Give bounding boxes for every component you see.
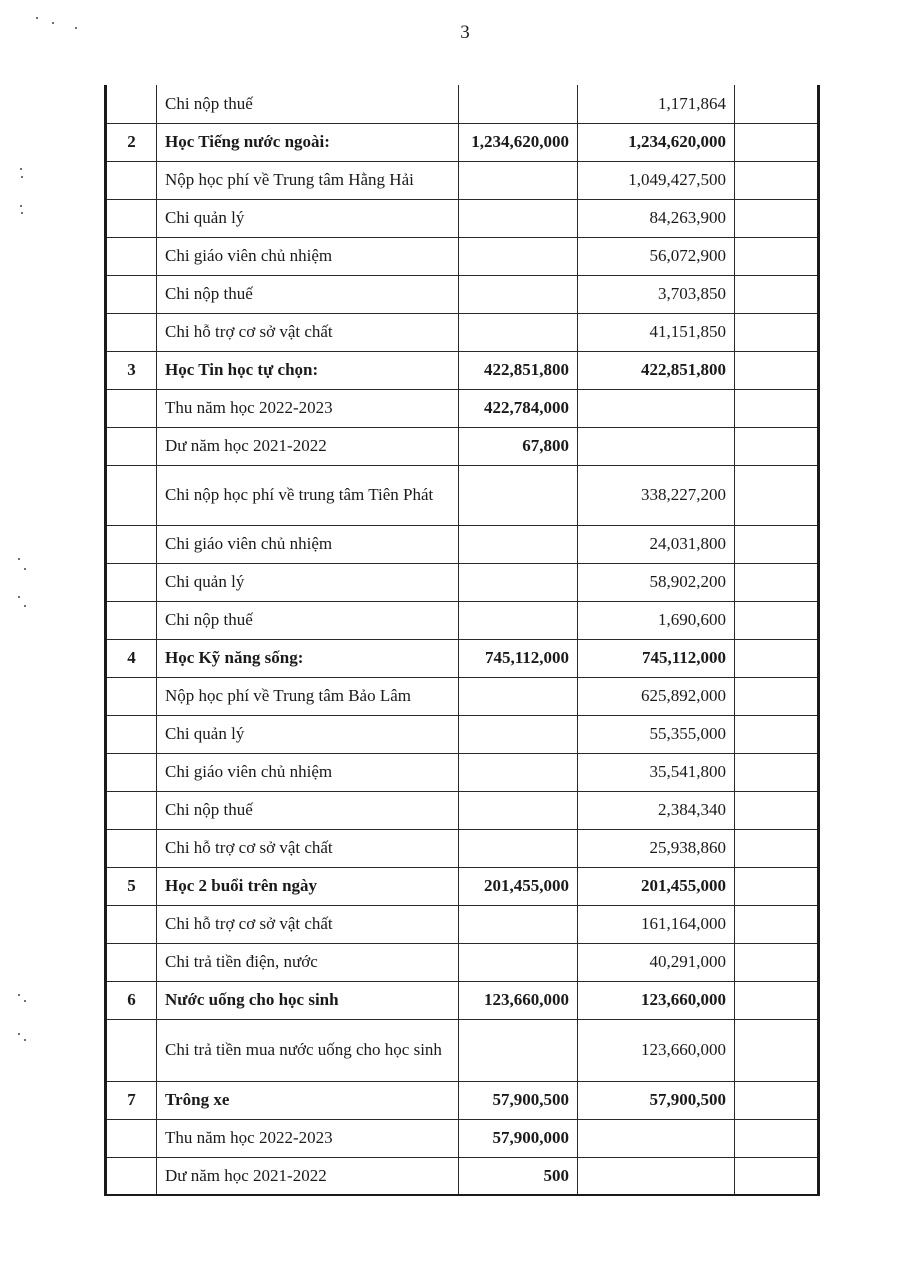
row-income: 422,851,800	[459, 351, 578, 389]
row-expense: 57,900,500	[578, 1081, 735, 1119]
row-expense: 24,031,800	[578, 525, 735, 563]
scan-speck	[21, 212, 23, 214]
table-row	[106, 275, 819, 313]
row-index	[106, 237, 157, 275]
row-income	[459, 715, 578, 753]
row-income: 500	[459, 1157, 578, 1195]
row-expense: 35,541,800	[578, 753, 735, 791]
row-note	[735, 791, 819, 829]
row-note	[735, 715, 819, 753]
row-index	[106, 563, 157, 601]
table-row	[106, 639, 819, 677]
table-row	[106, 753, 819, 791]
row-label: Chi quản lý	[157, 715, 459, 753]
row-expense: 1,690,600	[578, 601, 735, 639]
row-label: Nước uống cho học sinh	[157, 981, 459, 1019]
row-index	[106, 161, 157, 199]
row-expense: 1,234,620,000	[578, 123, 735, 161]
row-index	[106, 943, 157, 981]
table-row	[106, 1157, 819, 1195]
row-expense: 1,171,864	[578, 85, 735, 123]
row-label: Chi quản lý	[157, 199, 459, 237]
row-expense: 56,072,900	[578, 237, 735, 275]
row-index	[106, 85, 157, 123]
row-note	[735, 1019, 819, 1081]
table-row	[106, 867, 819, 905]
scan-speck	[18, 1033, 20, 1035]
row-income: 745,112,000	[459, 639, 578, 677]
table-row	[106, 313, 819, 351]
row-label: Học Tiếng nước ngoài:	[157, 123, 459, 161]
table-row	[106, 791, 819, 829]
row-income: 123,660,000	[459, 981, 578, 1019]
row-index: 5	[106, 867, 157, 905]
row-label: Nộp học phí về Trung tâm Hằng Hải	[157, 161, 459, 199]
row-index	[106, 905, 157, 943]
row-index	[106, 465, 157, 525]
row-note	[735, 1119, 819, 1157]
row-income	[459, 791, 578, 829]
row-label: Thu năm học 2022-2023	[157, 389, 459, 427]
row-income	[459, 677, 578, 715]
row-expense: 41,151,850	[578, 313, 735, 351]
row-income	[459, 563, 578, 601]
table-row	[106, 1019, 819, 1081]
row-index	[106, 313, 157, 351]
row-label: Chi nộp thuế	[157, 85, 459, 123]
row-label: Chi hỗ trợ cơ sở vật chất	[157, 829, 459, 867]
row-note	[735, 313, 819, 351]
row-index: 6	[106, 981, 157, 1019]
row-note	[735, 199, 819, 237]
scan-speck	[21, 176, 23, 178]
row-index	[106, 829, 157, 867]
row-note	[735, 237, 819, 275]
row-index	[106, 677, 157, 715]
table-row	[106, 981, 819, 1019]
row-note	[735, 465, 819, 525]
row-expense: 625,892,000	[578, 677, 735, 715]
row-index	[106, 753, 157, 791]
row-index: 4	[106, 639, 157, 677]
row-note	[735, 943, 819, 981]
row-index	[106, 1119, 157, 1157]
row-note	[735, 1157, 819, 1195]
row-note	[735, 389, 819, 427]
row-index	[106, 389, 157, 427]
table-row	[106, 1081, 819, 1119]
row-label: Học Kỹ năng sống:	[157, 639, 459, 677]
row-note	[735, 753, 819, 791]
table-row	[106, 1119, 819, 1157]
row-expense: 745,112,000	[578, 639, 735, 677]
row-expense: 123,660,000	[578, 1019, 735, 1081]
row-label: Chi nộp học phí về trung tâm Tiên Phát	[157, 465, 459, 525]
scan-speck	[24, 1039, 26, 1041]
table-row	[106, 601, 819, 639]
row-expense: 25,938,860	[578, 829, 735, 867]
table-row	[106, 123, 819, 161]
row-note	[735, 601, 819, 639]
scan-speck	[18, 558, 20, 560]
row-index	[106, 427, 157, 465]
row-income: 57,900,500	[459, 1081, 578, 1119]
table-row	[106, 351, 819, 389]
row-income	[459, 199, 578, 237]
table-row	[106, 525, 819, 563]
row-expense	[578, 1157, 735, 1195]
row-index: 2	[106, 123, 157, 161]
row-income	[459, 905, 578, 943]
row-income	[459, 753, 578, 791]
row-income	[459, 943, 578, 981]
row-income	[459, 1019, 578, 1081]
scan-speck	[24, 568, 26, 570]
row-expense: 2,384,340	[578, 791, 735, 829]
scan-speck	[18, 994, 20, 996]
row-label: Học 2 buổi trên ngày	[157, 867, 459, 905]
row-index: 3	[106, 351, 157, 389]
row-income	[459, 275, 578, 313]
table-row	[106, 563, 819, 601]
row-note	[735, 563, 819, 601]
row-expense: 338,227,200	[578, 465, 735, 525]
row-expense: 55,355,000	[578, 715, 735, 753]
row-label: Trông xe	[157, 1081, 459, 1119]
row-expense: 1,049,427,500	[578, 161, 735, 199]
row-label: Chi nộp thuế	[157, 275, 459, 313]
table-row	[106, 237, 819, 275]
scan-speck	[20, 205, 22, 207]
row-expense: 84,263,900	[578, 199, 735, 237]
scan-speck	[24, 605, 26, 607]
table-row	[106, 465, 819, 525]
row-note	[735, 905, 819, 943]
row-note	[735, 275, 819, 313]
scan-speck	[75, 27, 77, 29]
row-note	[735, 351, 819, 389]
row-label: Chi giáo viên chủ nhiệm	[157, 525, 459, 563]
row-label: Chi quản lý	[157, 563, 459, 601]
row-index	[106, 1019, 157, 1081]
row-note	[735, 677, 819, 715]
row-label: Chi hỗ trợ cơ sở vật chất	[157, 905, 459, 943]
table-row	[106, 943, 819, 981]
row-expense	[578, 1119, 735, 1157]
page-number: 3	[460, 22, 470, 43]
budget-table-body	[106, 85, 819, 1195]
row-note	[735, 525, 819, 563]
scan-speck	[20, 168, 22, 170]
row-expense	[578, 427, 735, 465]
scan-speck	[24, 1000, 26, 1002]
row-note	[735, 1081, 819, 1119]
row-note	[735, 639, 819, 677]
row-index	[106, 199, 157, 237]
row-label: Học Tin học tự chọn:	[157, 351, 459, 389]
row-note	[735, 981, 819, 1019]
row-label: Chi giáo viên chủ nhiệm	[157, 237, 459, 275]
row-income	[459, 601, 578, 639]
row-label: Nộp học phí về Trung tâm Bảo Lâm	[157, 677, 459, 715]
row-label: Chi trả tiền điện, nước	[157, 943, 459, 981]
row-note	[735, 829, 819, 867]
row-income	[459, 85, 578, 123]
scan-speck	[18, 596, 20, 598]
row-label: Chi nộp thuế	[157, 791, 459, 829]
row-income	[459, 237, 578, 275]
row-label: Chi nộp thuế	[157, 601, 459, 639]
table-row	[106, 715, 819, 753]
table-row	[106, 427, 819, 465]
row-label: Chi hỗ trợ cơ sở vật chất	[157, 313, 459, 351]
table-row	[106, 199, 819, 237]
row-index	[106, 1157, 157, 1195]
table-row	[106, 161, 819, 199]
table-row	[106, 389, 819, 427]
row-expense: 161,164,000	[578, 905, 735, 943]
row-income	[459, 313, 578, 351]
scan-speck	[36, 17, 38, 19]
row-expense: 201,455,000	[578, 867, 735, 905]
row-income: 422,784,000	[459, 389, 578, 427]
row-expense	[578, 389, 735, 427]
row-expense: 58,902,200	[578, 563, 735, 601]
row-income: 57,900,000	[459, 1119, 578, 1157]
row-note	[735, 123, 819, 161]
row-note	[735, 161, 819, 199]
row-index	[106, 601, 157, 639]
row-label: Chi trả tiền mua nước uống cho học sinh	[157, 1019, 459, 1081]
scan-speck	[52, 22, 54, 24]
table-row	[106, 677, 819, 715]
row-income	[459, 465, 578, 525]
row-index	[106, 791, 157, 829]
row-note	[735, 867, 819, 905]
table-row	[106, 829, 819, 867]
row-expense: 40,291,000	[578, 943, 735, 981]
table-row	[106, 85, 819, 123]
row-label: Thu năm học 2022-2023	[157, 1119, 459, 1157]
row-income: 1,234,620,000	[459, 123, 578, 161]
row-label: Dư năm học 2021-2022	[157, 1157, 459, 1195]
row-label: Chi giáo viên chủ nhiệm	[157, 753, 459, 791]
row-index	[106, 275, 157, 313]
row-note	[735, 85, 819, 123]
row-expense: 123,660,000	[578, 981, 735, 1019]
row-expense: 422,851,800	[578, 351, 735, 389]
row-index	[106, 525, 157, 563]
row-income: 201,455,000	[459, 867, 578, 905]
row-income: 67,800	[459, 427, 578, 465]
row-income	[459, 829, 578, 867]
table-row	[106, 905, 819, 943]
row-index	[106, 715, 157, 753]
row-income	[459, 161, 578, 199]
row-note	[735, 427, 819, 465]
budget-table	[104, 85, 820, 1196]
row-index: 7	[106, 1081, 157, 1119]
row-income	[459, 525, 578, 563]
row-label: Dư năm học 2021-2022	[157, 427, 459, 465]
row-expense: 3,703,850	[578, 275, 735, 313]
